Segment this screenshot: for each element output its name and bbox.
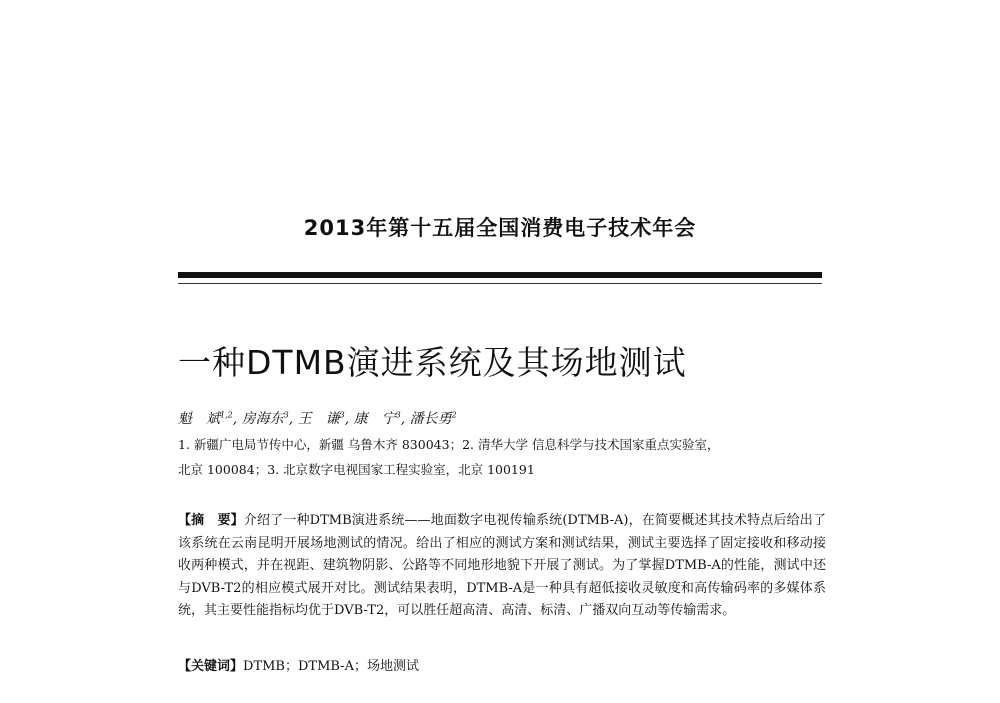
author-name: 康 宁	[353, 411, 396, 427]
affiliation-line-1: 1. 新疆广电局节传中心，新疆 乌鲁木齐 830043；2. 清华大学 信息科学与技术国家重点实验室，	[178, 437, 720, 452]
author-name: 王 谦	[297, 411, 340, 427]
author-name: 魁 斌	[178, 411, 220, 427]
keywords-text: DTMB；DTMB-A；场地测试	[243, 659, 419, 674]
author-list: 魁 斌$^{1,2}$, 房海东$^3$, 王 谦$^3$, 康 宁$^3$, 潘长勇$^2$	[178, 410, 457, 427]
keywords	[178, 655, 419, 674]
abstract	[178, 510, 826, 623]
author-affil-sup: 1,2	[220, 410, 233, 420]
keywords-label: 【关键词】	[178, 659, 244, 674]
author-name: 房海东	[241, 411, 284, 427]
affiliation-line-2: 北京 100084；3. 北京数字电视国家工程实验室，北京 100191	[178, 462, 535, 477]
author-name: 潘长勇	[409, 411, 452, 427]
abstract-label: 【摘 要】	[178, 513, 244, 528]
header-rule-thin	[178, 283, 822, 284]
author-affil-sup: 2	[451, 410, 457, 420]
conference-header: 2013年第十五届全国消费电子技术年会	[303, 216, 697, 240]
abstract-text: 介绍了一种DTMB演进系统——地面数字电视传输系统(DTMB-A)，在简要概述其技术特点后给出了该系统在云南昆明开展场地测试的情况。给出了相应的测试方案和测试结果，测试主要选择了固定接收和移动接收两种模式，并在视距、建筑物阴影、公路等不同地形地貌下开展了测试。为了掌握DTMB-A的性能，测试中还与DVB-T2的相应模式展开对比。测试结果表明，DTMB-A是一种具有超低接收灵敏度和高传输码率的多媒体系统，其主要性能指标均优于DVB-T2，可以胜任超高清、高清、标清、广播双向互动等传输需求。	[178, 513, 826, 619]
author-affil-sup: 3	[339, 410, 345, 420]
author-affil-sup: 3	[395, 410, 401, 420]
header-rule-thick	[178, 272, 822, 278]
author-affil-sup: 3	[283, 410, 289, 420]
paper-title: 一种DTMB演进系统及其场地测试	[178, 343, 687, 382]
